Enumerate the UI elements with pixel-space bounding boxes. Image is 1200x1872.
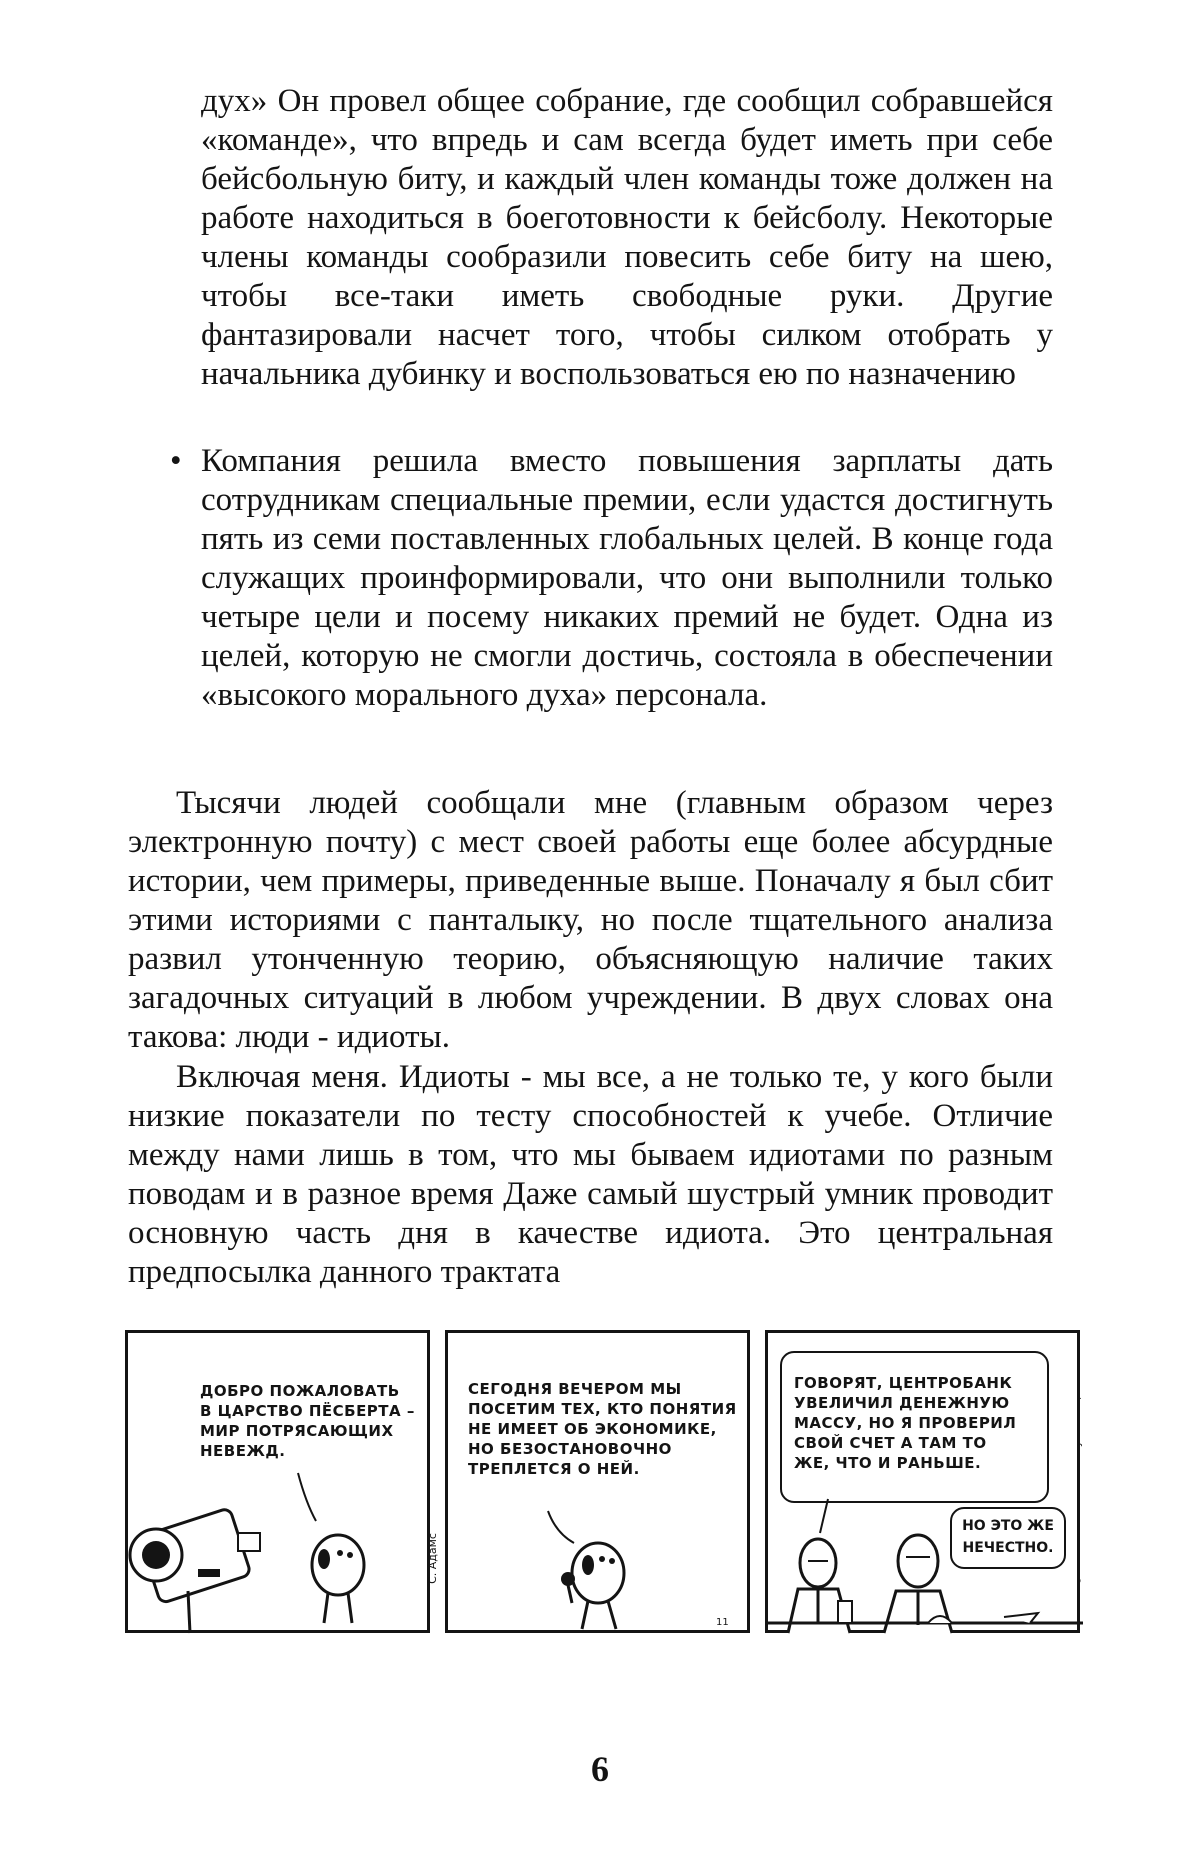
comic-panel-2: [445, 1330, 750, 1633]
paragraph-main-2: [128, 1058, 1053, 1292]
bullet-text: Компания решила вместо повышения зарплаты дать сотрудникам специальные премии, если удастся достигнуть пять из семи поставленных глобальных целей. В конце года служащих проинформировали, что они выполнили только четыре цели и посему никаких премий не будет. Одна из целей, которую не смогли достичь, состояла в обеспечении «высокого морального духа» персонала.: [201, 443, 1053, 713]
comic-panel-1: [125, 1330, 439, 1633]
paragraph-text: дух» Он провел общее собрание, где сообщил собравшейся «команде», что впредь и сам всегда будет иметь при себе бейсбольную биту, и каждый член команды тоже должен на работе находиться в боеготовности к бейсболу. Некоторые члены команды сообразили повесить себе биту на шею, чтобы все-таки иметь свободные руки. Другие фантазировали насчет того, чтобы силком отобрать у начальника дубинку и воспользоваться ею по назначению: [201, 83, 1053, 392]
comic-panel-3: [765, 1330, 1080, 1633]
svg-text:11: 11: [716, 1617, 729, 1628]
comic-strip: [125, 1330, 1080, 1633]
tv-camera-icon: [130, 1508, 260, 1633]
camera-and-dog-drawing: [128, 1333, 433, 1636]
paragraph-text: Тысячи людей сообщали мне (главным образом через электронную почту) с мест своей работы еще более абсурдные истории, чем примеры, приведенные выше. Поначалу я был сбит этими историями с панталыку, но после тщательного анализа развил утонченную теорию, объясняющую наличие таких загадочных ситуаций в любом учреждении. В двух словах она такова: люди - идиоты.: [128, 785, 1053, 1055]
bullet-list-item: [170, 442, 1053, 715]
page-number: 6: [591, 1749, 609, 1789]
paragraph-main: [128, 784, 1053, 1057]
paragraph-text: Включая меня. Идиоты - мы все, а не только те, у кого были низкие показатели по тесту способностей к учебе. Отличие между нами лишь в том, что мы бываем идиотами по разным поводам и в разное время Даже самый шустрый умник проводит основную часть дня в качестве идиота. Это центральная предпосылка данного трактата: [128, 1059, 1053, 1290]
panel-3-caption: ГОВОРЯТ, ЦЕНТРОБАНК УВЕЛИЧИЛ ДЕНЕЖНУЮ МАССУ, НО Я ПРОВЕРИЛ СВОЙ СЧЕТ А ТАМ ТО ЖЕ, ЧТО И РАНЬШЕ.: [794, 1374, 1017, 1472]
panel-1-caption: ДОБРО ПОЖАЛОВАТЬ В ЦАРСТВО ПЁСБЕРТА – МИР ПОТРЯСАЮЩИХ НЕВЕЖД.: [200, 1382, 415, 1460]
dog-character-icon: [572, 1543, 624, 1629]
bullet-icon: •: [170, 443, 182, 479]
author-credit: С. Адамс: [426, 1533, 439, 1584]
speech-bubble-2: НО ЭТО ЖЕ НЕЧЕСТНО.: [950, 1507, 1066, 1569]
paragraph-continuation: [201, 82, 1053, 394]
panel-2-caption: СЕГОДНЯ ВЕЧЕРОМ МЫ ПОСЕТИМ ТЕХ, КТО ПОНЯТИЯ НЕ ИМЕЕТ ОБ ЭКОНОМИКЕ, НО БЕЗОСТАНОВОЧНО ТРЕПЛЕТСЯ О НЕЙ.: [468, 1380, 737, 1478]
dog-with-microphone-drawing: [448, 1333, 753, 1636]
dog-character-icon: [312, 1535, 364, 1623]
microphone-icon: [561, 1572, 575, 1603]
two-men-at-table-drawing: [768, 1333, 1083, 1636]
